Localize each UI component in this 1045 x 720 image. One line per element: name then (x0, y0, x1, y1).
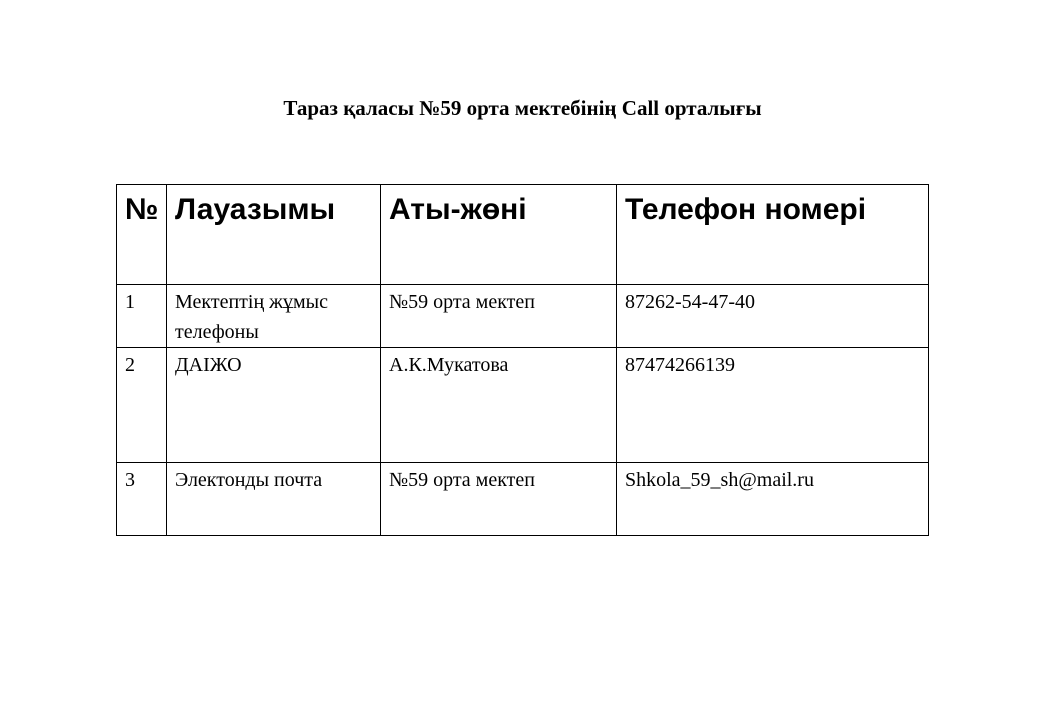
cell-email: Shkola_59_sh@mail.ru (617, 463, 929, 536)
cell-name: А.К.Мукатова (381, 348, 617, 463)
cell-number: 1 (117, 285, 167, 348)
table-row (117, 285, 929, 348)
cell-number: 2 (117, 348, 167, 463)
call-center-table (116, 184, 929, 536)
header-number: № (117, 185, 167, 285)
header-name: Аты-жөні (381, 185, 617, 285)
cell-name: №59 орта мектеп (381, 285, 617, 348)
table-header-row (117, 185, 929, 285)
cell-name: №59 орта мектеп (381, 463, 617, 536)
cell-position: ДАІЖО (167, 348, 381, 463)
table-row (117, 348, 929, 463)
cell-position: Электонды почта (167, 463, 381, 536)
page-title: Тараз қаласы №59 орта мектебінің Call орталығы (283, 96, 762, 120)
title-container (0, 48, 960, 120)
header-phone: Телефон номері (617, 185, 929, 285)
header-position: Лауазымы (167, 185, 381, 285)
table-row (117, 463, 929, 536)
cell-phone: 87262-54-47-40 (617, 285, 929, 348)
cell-position: Мектептің жұмыс телефоны (167, 285, 381, 348)
cell-number: 3 (117, 463, 167, 536)
cell-phone: 87474266139 (617, 348, 929, 463)
